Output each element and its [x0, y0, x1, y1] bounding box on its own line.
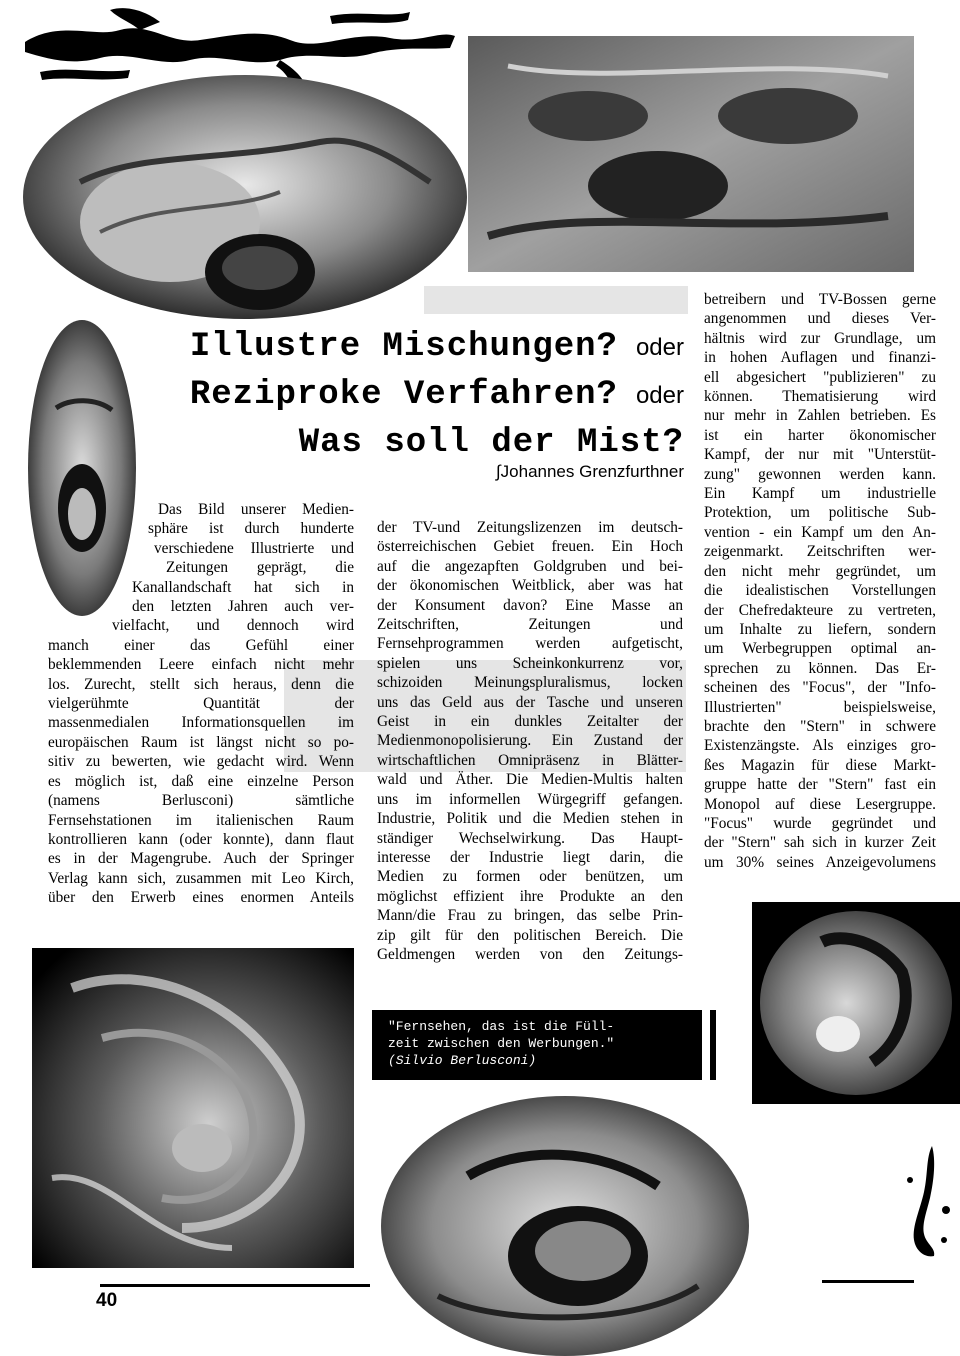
title-text-3: Was soll der Mist? [298, 424, 684, 462]
article-line: den nicht mehr gegründet, um [704, 562, 936, 580]
article-line: Fernsehprogrammen werden aufgetischt, [377, 635, 683, 653]
title-shade [424, 286, 688, 314]
quote-source: (Silvio Berlusconi) [388, 1053, 537, 1068]
top-right-face-image [468, 36, 914, 272]
right-face-image [752, 902, 960, 1104]
article-line: interesse der Industrie liegt darin, die [377, 848, 683, 866]
article-line: der Konsument davon? Eine Masse an [377, 596, 683, 614]
title-line-2 [190, 376, 684, 414]
article-line: sprechen zu können. Das Er- [704, 659, 936, 677]
article-line: Zeitschriften, Zeitungen und [377, 616, 683, 634]
bottom-left-face-image [32, 948, 354, 1268]
article-line: um 30% seines Anzeigevolumens [704, 853, 936, 871]
title-line-1 [190, 328, 684, 366]
article-line: sitiv zu bewerten, wie gedacht wird. Wenn [48, 753, 354, 771]
article-line: Mann/die Frau zu bringen, das selbe Prin- [377, 907, 683, 925]
article-line: vielgerühmte Quantität der [48, 695, 354, 713]
article-line: los. Zurecht, stellt sich heraus, denn die [48, 675, 354, 693]
article-line: der TV-und Zeitungslizenzen im deutsch- [377, 519, 683, 536]
article-line: Illustrierten" beispielsweise, [704, 698, 936, 716]
title-text-1: Illustre Mischungen? [189, 328, 618, 366]
article-line: massenmedialen Informationsquellen im [48, 714, 354, 732]
article-line: wirtschaftlichen Omnipräsenz in Blätter- [377, 751, 683, 769]
article-line: um Inhalte zu liefern, sondern [704, 620, 936, 638]
bottom-center-face-image [378, 1086, 752, 1356]
article-line: zung" gewonnen werden kann. [704, 465, 936, 483]
author-name: Johannes Grenzfurthner [500, 462, 684, 481]
article-line: Geldmengen werden von den Zeitungs- [377, 945, 683, 963]
article-line: Das Bild unserer Medien- [158, 501, 354, 518]
quote-line-1: "Fernsehen, das ist die Füll- [388, 1019, 615, 1034]
article-line: Zeitungen geprägt, die [166, 559, 354, 577]
article-line: zip gilt für den politischen Bereich. Die [377, 926, 683, 944]
article-line: über den Erwerb eines enormen Anteils [48, 889, 354, 907]
article-line: hältnis wird zur Grundlage, um [704, 329, 936, 347]
article-line: gruppe hatte der "Stern" fast ein [704, 776, 936, 794]
article-line: der "Stern" sah sich in kurzer Zeit [704, 834, 936, 852]
article-column-3 [704, 290, 936, 872]
bottom-rule-left [100, 1284, 370, 1287]
article-line: ell abgesichert "publizieren" zu [704, 368, 936, 386]
article-line: Medienmonopolisierung. Ein Zustand der [377, 732, 683, 750]
article-line: auf die angezapften Goldgruben und bei- [377, 557, 683, 575]
article-line: brachte den "Stern" in schwere [704, 717, 936, 735]
article-line: kontrollieren kann (oder konnte), dann flaut [48, 830, 354, 848]
article-line: ständiger Wechselwirkung. Das Haupt- [377, 829, 683, 847]
article-line: scheinen des "Focus", der "Info- [704, 679, 936, 697]
article-line: der Chefredakteure zu vertreten, [704, 601, 936, 619]
article-line: manch einer das Gefühl einer [48, 636, 354, 654]
article-column-1 [48, 500, 354, 908]
article-line: Existenzängste. Als einziges gro- [704, 737, 936, 755]
title-text-2: Reziproke Verfahren? [189, 376, 618, 414]
article-line: können. Thematisierung wird [704, 388, 936, 406]
article-line: (namens Berlusconi) sämtliche [48, 792, 354, 810]
article-line: Kanallandschaft hat sich in [132, 578, 354, 596]
article-line: ist ein harter ökonomischer [704, 426, 936, 444]
article-line: Verlag kann sich, zusammen mit Leo Kirch, [48, 869, 354, 887]
top-left-face-image [20, 72, 470, 322]
article-line: angenommen und dieses Ver- [704, 310, 936, 328]
article-line: nur mehr in Zahlen betrieben. Es [704, 407, 936, 425]
article-line: möglichst effizient ihre Produkte an den [377, 887, 683, 905]
article-line: um Werbegruppen optimal an- [704, 640, 936, 658]
article-line: Protektion, um politische Sub- [704, 504, 936, 522]
article-line: verschiedene Illustrierte und [154, 539, 354, 557]
ink-splatter-icon [896, 1140, 956, 1260]
article-line: es in der Magengrube. Auch der Springer [48, 850, 354, 868]
article-column-2 [377, 518, 683, 964]
article-line: Fernsehstationen im italienischen Raum [48, 811, 354, 829]
article-line: wald und Äther. Die Medien-Multis halten [377, 771, 683, 789]
page-number: 40 [96, 1290, 118, 1311]
article-line: ßes Magazin für diese Markt- [704, 756, 936, 774]
article-line: Ein Kampf um industrielle [704, 485, 936, 503]
title-line-3 [299, 424, 684, 462]
article-line: beklemmenden Leere einfach nicht mehr [48, 656, 354, 674]
author [496, 462, 684, 482]
article-line: es möglich ist, daß eine einzelne Person [48, 772, 354, 790]
article-line: europäischen Raum ist längst nicht so po- [48, 733, 354, 751]
quote-line-2: zeit zwischen den Werbungen." [388, 1036, 615, 1051]
article-line: Kampf, der nur mit "Unterstüt- [704, 446, 936, 464]
quote-box [372, 1010, 702, 1080]
article-line: Monopol auf diese Lesergruppe. [704, 795, 936, 813]
article-line: die idealistischen Vorstellungen [704, 582, 936, 600]
article-line: den letzten Jahren auch ver- [132, 598, 354, 616]
article-line: österreichischen Gebiet freuen. Ein Hoch [377, 538, 683, 556]
article-line: Medien zu formen oder benützen, um [377, 868, 683, 886]
article-line: vention - ein Kampf um den An- [704, 523, 936, 541]
article-line: spielen uns Scheinkonkurrenz vor, [377, 654, 683, 672]
article-line: sphäre ist durch hunderte [148, 520, 354, 538]
article-line: schizoiden Meinungspluralismus, locken [377, 674, 683, 692]
article-line: der ökonomischen Weitblick, aber was hat [377, 577, 683, 595]
author-mark: ∫ [495, 462, 501, 481]
article-line: zeigenmarkt. Zeitschriften wer- [704, 543, 936, 561]
title-connector-1: oder [635, 334, 684, 361]
bottom-rule-right [822, 1280, 914, 1283]
article-line: Geist in ein dunkles Zeitalter der [377, 713, 683, 731]
title-connector-2: oder [635, 382, 684, 409]
article-line: betreibern und TV-Bossen gerne [704, 291, 936, 308]
article-line: uns im informellen Würgegriff gefangen. [377, 790, 683, 808]
article-line: vielfacht, und dennoch wird [112, 617, 354, 635]
article-line: Industrie, Politik und die Medien stehen in [377, 810, 683, 828]
article-line: uns das Geld aus der Tasche und unseren [377, 693, 683, 711]
article-line: "Focus" wurde gegründet und [704, 814, 936, 832]
article-line: in hohen Auflagen und finanzi- [704, 349, 936, 367]
